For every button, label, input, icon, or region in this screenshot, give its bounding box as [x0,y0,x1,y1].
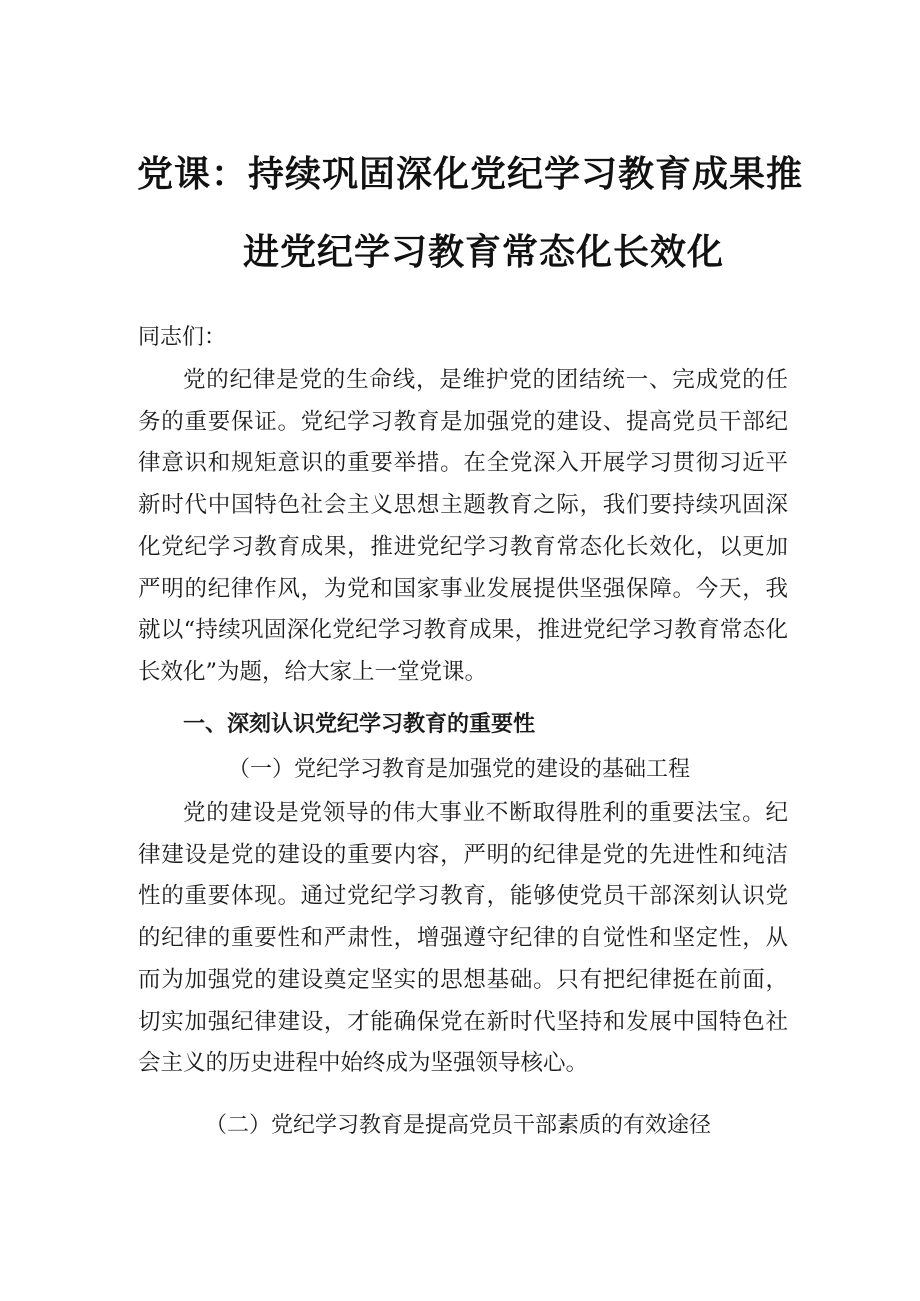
document-title-line-2: 进党纪学习教育常态化长效化 [243,232,725,273]
subsection-heading-2: （二）党纪学习教育是提高党员干部素质的有效途径 [205,1113,712,1138]
paragraph-party-building: 党的建设是党领导的伟大事业不断取得胜利的重要法宝。纪律建设是党的建设的重要内容，严明的纪律是党的先进性和纯洁性的重要体现。通过党纪学习教育，能够使党员干部深刻认识党的纪律的重要性和严肃性，增强遵守纪律的自觉性和坚定性，从而为加强党的建设奠定坚实的思想基础。只有把纪律挺在前面，切实加强纪律建设，才能确保党在新时代坚持和发展中国特色社会主义的历史进程中始终成为坚强领导核心。 [138,800,788,1077]
paragraph-intro: 党的纪律是党的生命线，是维护党的团结统一、完成党的任务的重要保证。党纪学习教育是加强党的建设、提高党员干部纪律意识和规矩意识的重要举措。在全党深入开展学习贯彻习近平新时代中国特色社会主义思想主题教育之际，我们要持续巩固深化党纪学习教育成果，推进党纪学习教育常态化长效化，以更加严明的纪律作风，为党和国家事业发展提供坚强保障。今天，我就以“持续巩固深化党纪学习教育成果，推进党纪学习教育常态化长效化”为题，给大家上一堂党课。 [138,367,788,685]
salutation: 同志们： [138,325,227,350]
document-title-line-1: 党课：持续巩固深化党纪学习教育成果推 [137,154,804,195]
subsection-heading-1: （一）党纪学习教育是加强党的建设的基础工程 [228,757,691,782]
section-heading-1: 一、深刻认识党纪学习教育的重要性 [183,712,536,737]
